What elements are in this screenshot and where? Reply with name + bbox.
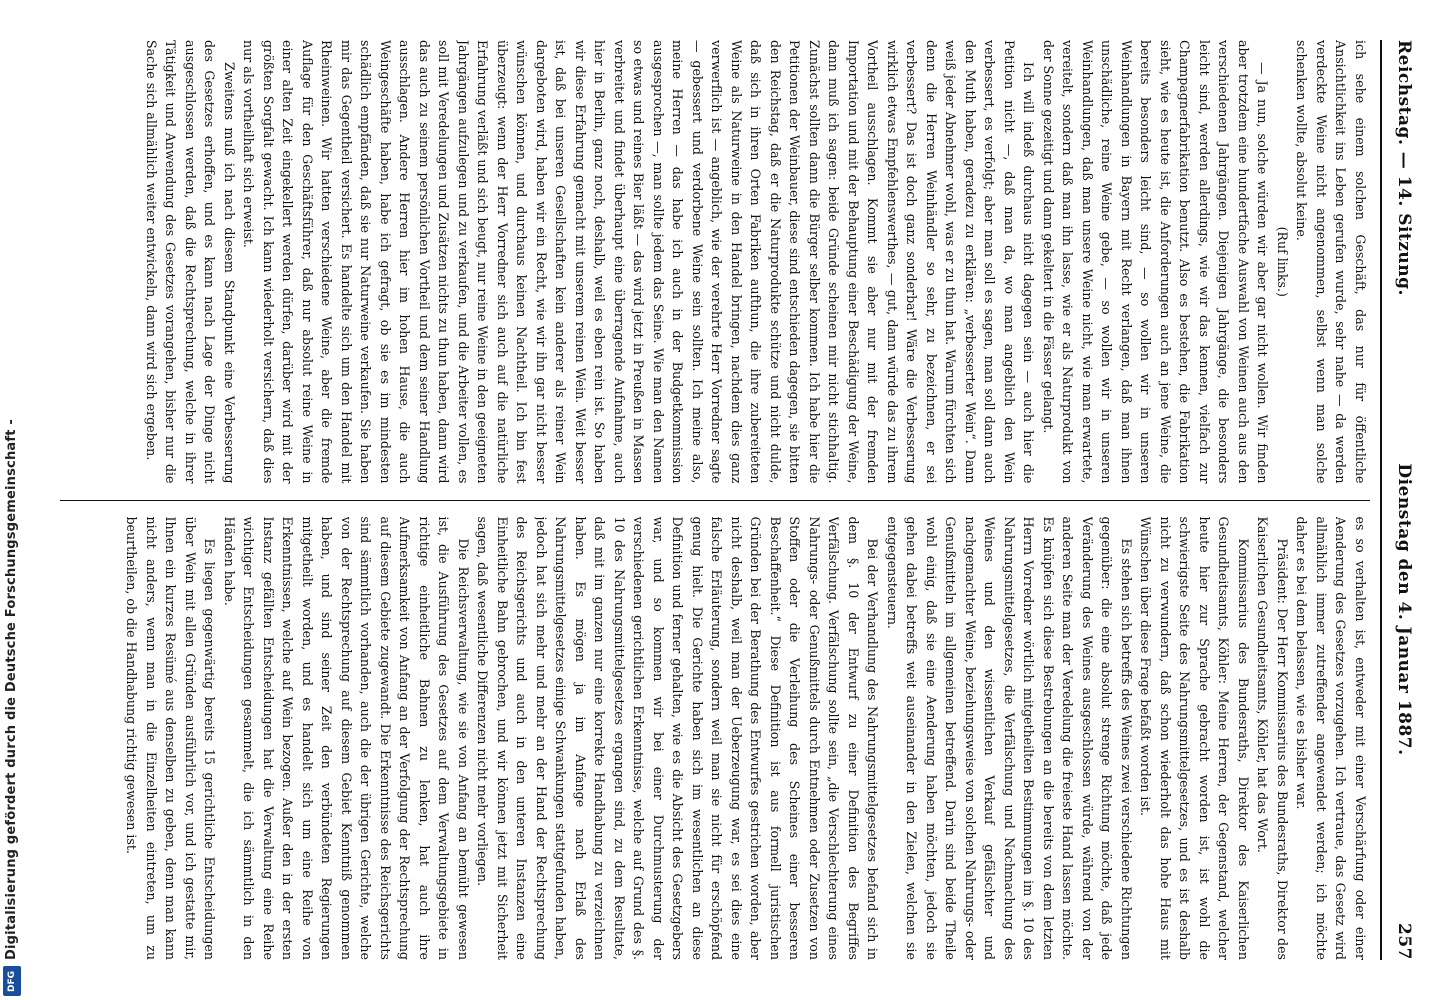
paragraph: es so verhalten ist, entweder mit einer Verschärfung oder einer Aenderung des Gesetzes vorzugehen. Ich vertraue, das Gesetz wird allmählich immer zutreffender angewendet werden; ich möchte daher es bei dem belassen, wie es bisher war. — [1294, 516, 1368, 960]
paragraph: Es liegen gegenwärtig bereits 15 gerichtliche Entscheidungen über Wein mit allen Gründen ausführlich vor, und ich gestatte mir, Ihnen ein kurzes Resümé aus denselben zu geben, denn man kann nicht anders, wenn man in die Einzelheiten eintreten, um zu beurtheilen, ob die Handhabung richtig gewesen ist. — [124, 516, 218, 960]
running-head: Reichstag. — 14. Sitzung. — [1394, 40, 1414, 296]
page-number: 257 — [1394, 923, 1414, 960]
credit-text: Digitalisierung gefördert durch die Deutsche Forschungsgemeinschaft - — [4, 419, 19, 960]
speaker-paragraph: Präsident: Der Herr Kommissarius des Bundesraths, Direktor des Kaiserlichen Gesundheitsamts, Köhler, hat das Wort. — [1255, 516, 1290, 960]
left-column — [60, 40, 1370, 484]
session-date: Dienstag den 4. Januar 1887. — [1394, 463, 1414, 756]
right-column — [60, 517, 1370, 961]
paragraph: Die Reichsverwaltung, wie sie von Anfang an bemüht gewesen ist, die Ausführung des Gesetzes auf dem Verwaltungsgebiete in richtige einheitliche Bahnen zu lenken, hat auch ihre Aufmerksamkeit von Anfang an der Verfolgung der Rechtsprechung auf diesem Gebiete zugewandt. Die Erkenntnisse des Reichsgerichts sind sämmtlich vorhanden, auch die der übrigen Gerichte, welche von der Rechtsprechung auf diesem Gebiet Kenntniß genommen haben, und sind seiner Zeit den verbündeten Regierungen mitgetheilt worden, und es handelt sich um eine Reihe von Erkenntnissen, welche auf Wein bezogen. Außer den in der ersten Instanz gefällten Entscheidungen hat die Verwaltung eine Reihe wichtiger Entscheidungen gesammelt, die ich sämmtlich in den Händen habe. — [222, 516, 471, 960]
column-divider — [60, 500, 1370, 501]
paragraph: — Ja nun, solche würden wir aber gar nicht wollen. Wir finden aber trotzdem eine hundertfache Auswahl von Weinen auch aus den verschiedenen Jahrgängen. Diejenigen Jahrgänge, die besonders leicht sind, werden allerdings, wie wir das kennen, vielfach zur Champagnerfabrikation benutzt. Also es bestehen, die Fabrikation sieht, wie es heute ist, die Anforderungen auch an jene Weine, die bereits besonders leicht sind, — so wollen wir in unseren Weinhandlungen in Bayern mit Recht verlangen, daß man ihnen unschädliche, reine Weine gebe, — so wollen wir in unseren Weinhandlungen, daß man unsere Weine nicht, wie man erwartete, vereitelt, sondern daß man ihn lasse, wie er als Naturprodukt von der Sonne gezeitigt und dann gekeltert in die Fässer gelangt. — [1041, 40, 1271, 484]
interjection: (Ruf links.) — [1275, 226, 1290, 297]
page-header — [1380, 40, 1414, 960]
paragraph: Es stehen sich betreffs des Weines zwei verschiedene Richtungen gegenüber: die eine absolut strenge Richtung möchte, daß jede Veränderung des Weines ausgeschlossen würde, während von der anderen Seite man der Veredelung die freieste Hand lassen möchte. Es knüpfen sich diese Bestrebungen an die bereits von dem letzten Herrn Vorredner wörtlich mitgetheilten Bestimmungen im §. 10 des Nahrungsmittelgesetzes, die Verfälschung und Nachmachung des Weines und den wissentlichen Verkauf gefälschter und nachgemachter Weine, beziehungsweise von solchen Nahrungs- oder Genußmitteln im allgemeinen betreffend. Darin sind beide Theile wohl einig, daß sie eine Aenderung haben möchten, jedoch sie gehen dabei betreffs weit auseinander in den Zielen, welchen sie entgegensteuern. — [885, 516, 1134, 960]
dfg-logo-icon: DFG — [3, 966, 21, 996]
text-columns — [60, 40, 1370, 960]
paragraph: Zweitens muß ich nach diesem Standpunkt eine Verbesserung des Gesetzes erhoffen, und es kann nach Lage der Dinge nicht ausgeschlossen werden, daß die Rechtsprechung, welche in ihrer Tätigkeit und Anwendung des Gesetzes vorangehen, bisher nur die Sache sich allmählich weiter entwickeln, dann wird sich ergeben. — [144, 40, 237, 484]
paragraph: Bei der Verhandlung des Nahrungsmittelgesetzes befand sich in dem §. 10 der Entwurf zu einer Definition des Begriffes Verfälschung. Verfälschung sollte sein, „die Verschlechterung eines Nahrungs- oder Genußmittels durch Entnehmen oder Zusetzen von Stoffen oder die Verleihung des Scheines einer besseren Beschaffenheit.“ Diese Definition ist aus formell juristischen Gründen bei der Berathung des Entwurfes gestrichen worden, aber nicht deshalb, weil man der Ueberzeugung war, es sei dies eine falsche Erläuterung, sondern weil man sie nicht für erschöpfend genug hielt. Die Gerichte haben sich im wesentlichen an diese Definition und ferner gehalten, wie es die Absicht des Gesetzgebers war, und so kommen wir bei einer Durchmusterung der verschiedenen gerichtlichen Erkenntnisse, welche auf Grund des §. 10 des Nahrungsmittelgesetzes ergangen sind, zu dem Resultate, daß mit im ganzen nur eine korrekte Handhabung zu verzeichnen haben. Es mögen ja im Anfange nach Erlaß des Nahrungsmittelgesetzes einige Schwankungen stattgefunden haben, jedoch hat sich mehr und mehr an der Hand der Rechtsprechung des Reichsgerichts und auch in den unteren Instanzen eine Einheitliche Bahn gebrochen, und wir können jetzt mit Sicherheit sagen, daß wesentliche Differenzen nicht mehr vorliegen. — [475, 516, 881, 960]
paragraph: Ich will indeß durchaus nicht dagegen sein — auch hier die Petition nicht —, daß man da, wo man angeblich den Wein verbessert, es verfolgt; aber man soll es sagen, man soll dann auch den Muth haben, geradezu zu erklären: „verbesserter Wein“. Dann weiß jeder Abnehmer wohl, was er zu thun hat. Warum fürchten sich denn die Herren Weinhändler so sehr, zu bezeichnen, er sei verbessert? Das ist doch ganz sonderbar! Wäre die Verbesserung wirklich etwas Empfehlenswerthes, — gut, dann würde das zu ihrem Vortheil ausschlagen. Kommt sie aber nur mit der fremden Importation und mit der Behauptung einer Beschädigung der Weine, dann muß ich sagen: beide Gründe scheinen mir nicht stichhaltig. Zunächst sollten dann die Bürger selber kommen. Ich habe hier die Petitionen der Weinbauer, diese sind entschieden dagegen, sie bitten den Reichstag, daß er die Naturprodukte schütze und nicht dulde, daß sich in ihren Orten Fabriken aufthun, die ihre zubereiteten Weine als Naturweine in den Handel bringen, nachdem dies ganz verwerflich ist — angeblich, wie der verehrte Herr Vorredner sagte — gebessert und verdorbene Weine sein sollten. Ich meine also, meine Herren — das habe ich auch in der Budgetkommission ausgesprochen —, man sollte jedem das Seine. Wie man den Namen so etwas und reines Bier läßt — das wird jetzt in Preußen in Massen verbreitet und findet überhaupt eine überragende Aufnahme, auch hier in Berlin, ganz noch, deshalb, weil es eben rein ist. So haben wir diese Erfahrung gemacht mit unserem reinen Wein. Weit besser ist, daß bei unseren Gesellschaften kein anderer als reiner Wein dargeboten wird, haben wir ein Recht, wie wir ihn gar nicht besser wünschen können, und durchaus keinen Nachtheil. Ich bin fest überzeugt: wenn der Herr Vorredner sich auch auf die natürliche Erfahrung verläßt und sich beugt, nur reine Weine in den geeigneten Jahrgängen aufzulegen und zu verkaufen, und die Arbeiter vollen, es soll mit Veredelungen und Zusätzen nichts zu thun haben, dann wird das auch zu seinem persönlichen Vortheil und dem seiner Handlung ausschlagen. Andere Herren hier im hohen Hause, die auch Weingeschäfte haben, habe ich gefragt, ob sie es im mindesten schädlich empfänden, daß sie nur Naturweine verkaufen. Sie haben mir das Gegentheil versichert. Es handelte sich um den Handel mit Rheinweinen. Wir hatten verschiedene Weine, aber die fremde Auflage für den Geschäftsführer, daß nur absolut reine Weine in einer alten Zeit eingekellert werden dürfen, darüber wird mit der größten Sorgfalt gewacht. Ich kann wiederholt versichern, daß dies nur als vortheilhaft sich erweist. — [241, 40, 1037, 484]
paragraph: ich sehe einem solchen Geschäft, das nur für öffentliche Ansichtlichkeit ins Leben gerufen wurde, sehr nahe — da werden verdeckte Weine nicht angenommen, selbst wenn man solche schenken wollte, absolut keine. — [1294, 40, 1368, 484]
digitization-credit — [0, 0, 26, 1000]
document-page — [26, 0, 1432, 1000]
speaker-paragraph: Kommissarius des Bundesraths, Direktor des Kaiserlichen Gesundheitsamts, Köhler: Meine Herren, der Gegenstand, welcher heute hier zur Sprache gebracht worden ist, ist wohl die schwierigste Seite des Nahrungsmittelgesetzes, und es ist deshalb nicht zu verwundern, daß schon wiederholt das hohe Haus mit Wünschen über diese Frage befaßt worden ist. — [1138, 516, 1251, 960]
